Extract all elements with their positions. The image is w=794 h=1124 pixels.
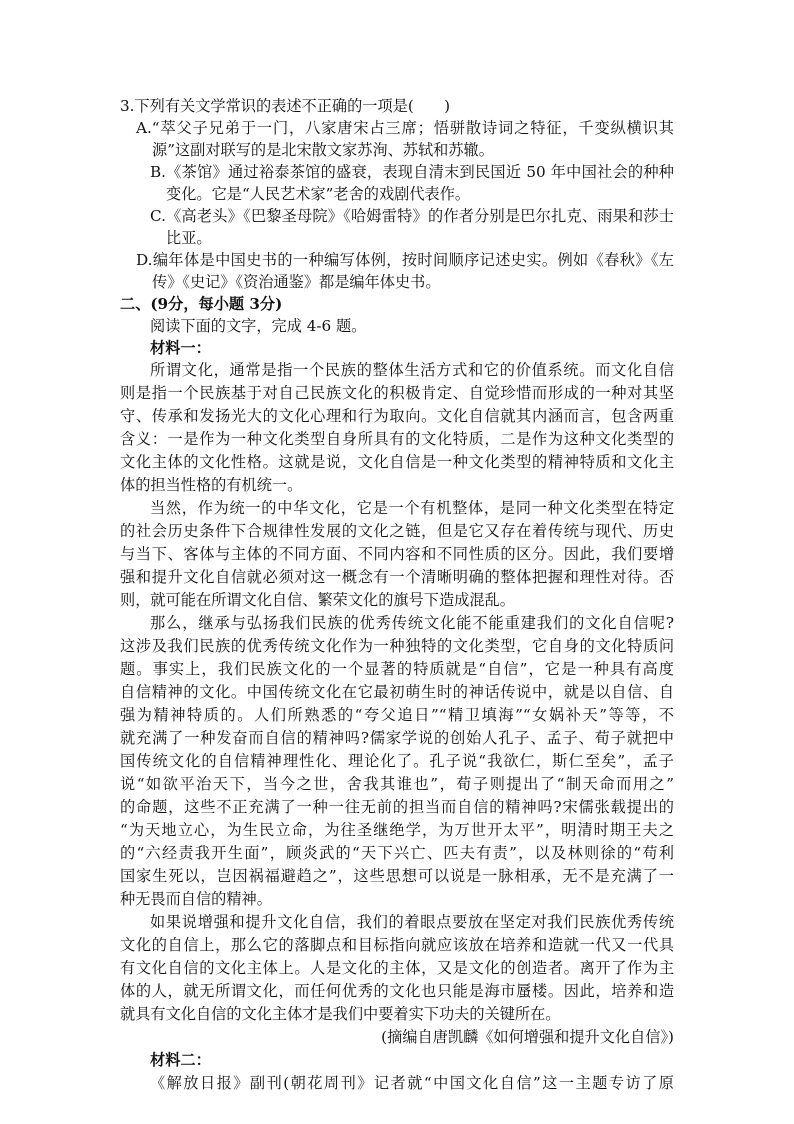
paragraph-line: 文化的自信上，那么它的落脚点和目标指向就应该放在培养和造就一代又一代具 [120, 936, 674, 954]
option-a-line-2: 源”这副对联写的是北宋散文家苏洵、苏轼和苏辙。 [152, 141, 494, 159]
paragraph-line: 国家生死以，岂因祸福避趋之”，这些思想可以说是一脉相承，无不是充满了一 [120, 867, 674, 885]
paragraph-line: 当然，作为统一的中华文化，它是一个有机整体，是同一种文化类型在特定 [150, 499, 674, 517]
paragraph-line: 《解放日报》副刊(朝花周刊》记者就“中国文化自信”这一主题专访了原 [150, 1074, 674, 1092]
option-b-line-2: 变化。它是“人民艺术家”老舍的戏剧代表作。 [166, 185, 471, 203]
paragraph-line: 有文化自信的文化主体上。人是文化的主体，又是文化的创造者。离开了作为主 [120, 959, 674, 977]
paragraph-line: “为天地立心，为生民立命，为往圣继绝学，为万世开太平”，明清时期王夫之 [120, 821, 674, 839]
paragraph-line: 则是指一个民族基于对自己民族文化的积极肯定、自觉珍惜而形成的一种对其坚 [120, 384, 674, 402]
option-c-line-1: C.《高老头》《巴黎圣母院》《哈姆雷特》的作者分别是巴尔扎克、雨果和莎士 [150, 207, 674, 225]
question-3-stem: 3.下列有关文学常识的表述不正确的一项是( ) [120, 97, 451, 115]
paragraph-line: 体的担当性格的有机统一。 [120, 476, 303, 494]
paragraph-line: 就充满了一种发奋而自信的精神吗?儒家学说的创始人孔子、孟子、荀子就把中 [120, 729, 674, 747]
paragraph-line: 强和提升文化自信就必须对这一概念有一个清晰明确的整体把握和理性对待。否 [120, 568, 674, 586]
paragraph-line: 含义：一是作为一种文化类型自身所具有的文化特质，二是作为这种文化类型的 [120, 430, 674, 448]
paragraph-line: 的“六经责我开生面”，顾炎武的“天下兴亡、匹夫有责”，以及林则徐的“苟利 [120, 844, 674, 862]
option-d-line-1: D.编年体是中国史书的一种编写体例，按时间顺序记述史实。例如《春秋》《左 [136, 251, 674, 269]
option-a-line-1: A.“萃父子兄弟于一门，八家唐宋占三席；悟骈散诗词之特征，千变纵横识其 [136, 119, 674, 137]
paragraph-line: 与当下、客体与主体的不同方面、不同内容和不同性质的区分。因此，我们要增 [120, 545, 674, 563]
paragraph-line: 则，就可能在所谓文化自信、繁荣文化的旗号下造成混乱。 [120, 591, 515, 609]
option-d-line-2: 传》《史记》《资治通鉴》都是编年体史书。 [152, 273, 441, 291]
paragraph-line: 种无畏而自信的精神。 [120, 890, 272, 908]
material-one-label: 材料一： [150, 339, 211, 357]
paragraph-line: 的社会历史条件下合规律性发展的文化之链，但是它又存在着传统与现代、历史 [120, 522, 674, 540]
paragraph-line: 体的人，就无所谓文化，而任何优秀的文化也只能是海市蜃楼。因此，培养和造 [120, 982, 674, 1000]
paragraph-line: 如果说增强和提升文化自信，我们的着眼点要放在坚定对我们民族优秀传统 [150, 913, 674, 931]
paragraph-line: 守、传承和发扬光大的文化心理和行为取向。文化自信就其内涵而言，包含两重 [120, 407, 674, 425]
section-instruction: 阅读下面的文字，完成 4-6 题。 [150, 317, 367, 335]
paragraph-line: 这涉及我们民族的优秀传统文化作为一种独特的文化类型，它自身的文化特质问 [120, 637, 674, 655]
paragraph-line: 那么，继承与弘扬我们民族的优秀传统文化能不能重建我们的文化自信呢? [150, 614, 674, 632]
paragraph-line: 国传统文化的自信精神理性化、理论化了。孔子说“我欲仁，斯仁至矣”，孟子 [120, 752, 674, 770]
source-citation: (摘编自唐凯麟《如何增强和提升文化自信》) [381, 1028, 674, 1046]
paragraph-line: 的命题，这些不正充满了一种一往无前的担当而自信的精神吗?宋儒张载提出的 [120, 798, 674, 816]
option-b-line-1: B.《茶馆》通过裕泰茶馆的盛衰，表现自清末到民国近 50 年中国社会的种种 [150, 163, 674, 181]
paragraph-line: 文化主体的文化性格。这就是说，文化自信是一种文化类型的精神特质和文化主 [120, 453, 674, 471]
section-heading: 二、(9分，每小题 3分) [120, 295, 283, 313]
option-c-line-2: 比亚。 [166, 229, 212, 247]
paragraph-line: 说“如欲平治天下，当今之世，舍我其谁也”，荀子则提出了“制天命而用之” [120, 775, 674, 793]
material-two-label: 材料二： [150, 1051, 211, 1069]
paragraph-line: 就具有文化自信的文化主体才是我们中要着实下功夫的关键所在。 [120, 1005, 561, 1023]
paragraph-line: 自信精神的文化。中国传统文化在它最初萌生时的神话传说中，就是以自信、自 [120, 683, 674, 701]
paragraph-line: 强为精神特质的。人们所熟悉的“夸父追日”“精卫填海”“女娲补天”等等，不 [120, 706, 674, 724]
paragraph-line: 题。事实上，我们民族文化的一个显著的特质就是“自信”，它是一种具有高度 [120, 660, 674, 678]
paragraph-line: 所谓文化，通常是指一个民族的整体生活方式和它的价值系统。而文化自信 [150, 361, 674, 379]
